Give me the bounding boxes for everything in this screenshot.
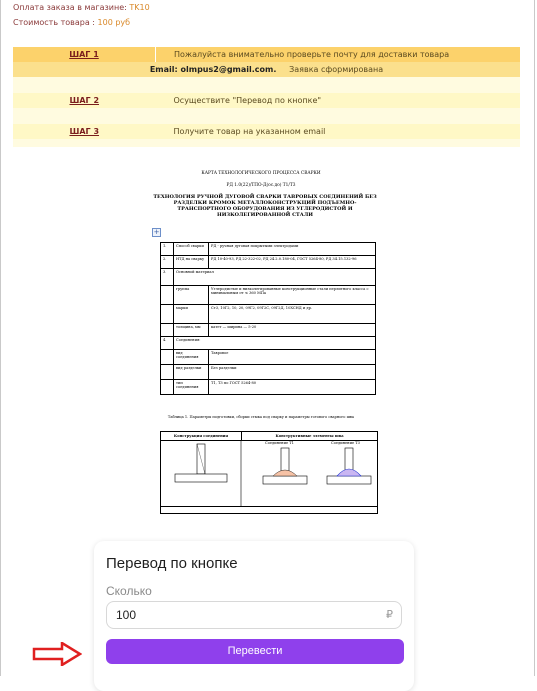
weld-diagram-icon <box>161 440 377 506</box>
payment-value: TK10 <box>129 3 150 12</box>
order-cost-line <box>13 18 130 27</box>
amount-input[interactable] <box>106 601 402 629</box>
transfer-card <box>94 541 414 691</box>
step-2-row <box>13 93 520 108</box>
document-preview <box>141 163 381 518</box>
order-payment-line <box>13 3 150 12</box>
step-2-text: Осуществите "Перевод по кнопке" <box>156 93 521 108</box>
step-3-link[interactable]: ШАГ 3 <box>69 127 100 136</box>
step-3-row <box>13 124 520 139</box>
weld-label-1: Соединение Т1 <box>265 441 294 445</box>
doc-title: ТЕХНОЛОГИЯ РУЧНОЙ ДУГОВОЙ СВАРКИ ТАВРОВЫХ СОЕДИНЕНИЙ БЕЗ РАЗДЕЛКИ КРОМОК МЕТАЛЛОКОНСТРУКЦИЙ ПОДЪЕМНО-ТРАНСПОРТНОГО ОБОРУДОВАНИЯ ИЗ УГЛЕРОДИСТОЙ И НИЗКОЛЕГИРОВАННОЙ СТАЛИ <box>153 194 377 218</box>
amount-value: 100 <box>116 608 137 622</box>
doc-col1: Конструкция соединения <box>161 432 242 441</box>
weld-drawing <box>160 431 378 507</box>
expand-icon[interactable]: + <box>153 228 160 236</box>
email-row <box>13 62 520 77</box>
doc-header: КАРТА ТЕХНОЛОГИЧЕСКОГО ПРОЦЕССА СВАРКИ <box>201 171 321 176</box>
order-status: Заявка сформирована <box>289 65 384 74</box>
doc-code: РД 1.0(22)/ТПО-Д(ос.до) Т1/Т3 <box>226 183 296 188</box>
doc-bottom-row <box>160 505 378 514</box>
transfer-title: Перевод по кнопке <box>106 555 238 572</box>
arrow-right-icon <box>32 642 82 666</box>
payment-label: Оплата заказа в магазине: <box>13 3 127 12</box>
cost-value: 100 руб <box>97 18 131 27</box>
amount-label: Сколько <box>106 584 152 598</box>
email-text: Email: olmpus2@gmail.com. <box>149 65 277 74</box>
step-1-text: Пожалуйста внимательно проверьте почту для доставки товара <box>156 47 521 62</box>
transfer-button[interactable]: Перевести <box>106 639 404 664</box>
step-1-link[interactable]: ШАГ 1 <box>69 50 99 59</box>
ruble-icon: ₽ <box>386 609 393 621</box>
doc-col2: Конструктивные элементы шва <box>242 432 377 441</box>
steps-table <box>13 47 520 147</box>
doc-table: 1. Способ сварки РД - ручная дуговая покрытыми электродами 2. НТД на сварку РД 10-40-93, РД 22-322-02, РД 24.2.0.180-04, ГОСТ 5264-80, РД 34.15.132-96 3. Основной материал группа Углеродистые и низколегированные конструкционные стали перлитного класса с минимальным σт ≤ 360 МПа марки Ст3, 10Г2, 10, 20, 09Г2, 09Г2С, 09Г2Д, 10ХСНД и др. толщина, мм катет — ширина — 5-20 4. Соединения: вид соединения Тавровое вид разделки Без разделки тип соединения Т1, Т3 по ГОСТ 5264-80 <box>160 242 376 395</box>
weld-label-2: Соединение Т3 <box>331 441 360 445</box>
doc-table-caption: Таблица 1. Параметры подготовки, сборки стыка под сварку и параметры готового сварного шва <box>167 415 355 419</box>
step-2-link[interactable]: ШАГ 2 <box>69 96 100 105</box>
step-3-text: Получите товар на указанном email <box>156 124 521 139</box>
cost-label: Стоимость товара : <box>13 18 95 27</box>
step-1-row <box>13 47 520 62</box>
